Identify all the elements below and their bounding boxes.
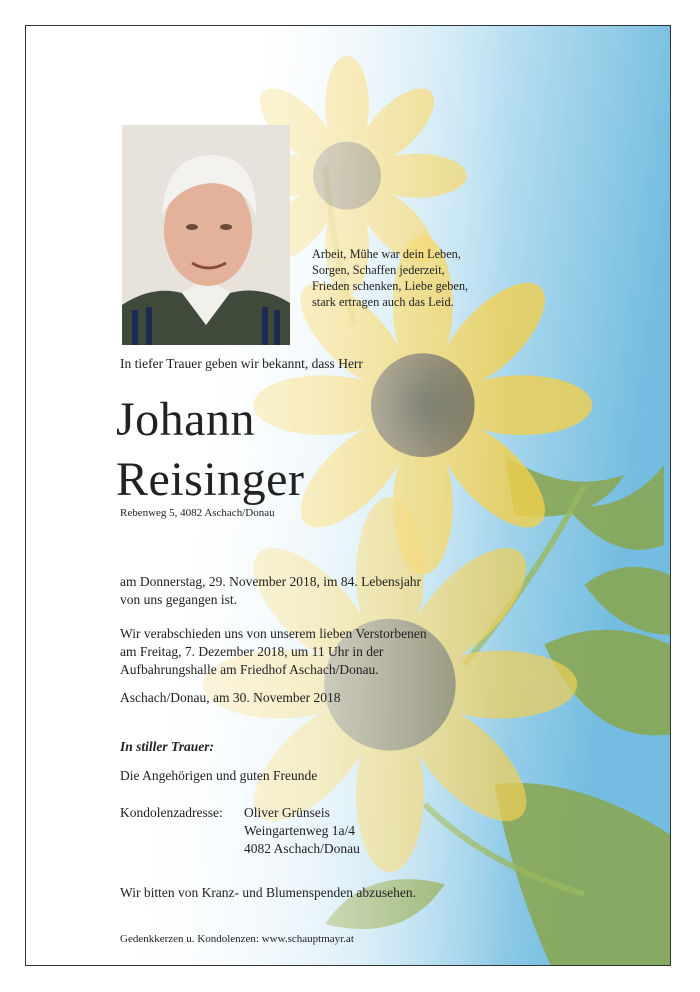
- text-line: Oliver Grünseis: [244, 805, 330, 820]
- portrait-icon: [122, 125, 290, 345]
- announcement-intro: In tiefer Trauer geben wir bekannt, dass Herr: [120, 356, 363, 371]
- mourners: Die Angehörigen und guten Freunde: [120, 768, 318, 783]
- farewell-notice: [120, 625, 427, 679]
- deceased-first-name: Johann: [116, 393, 255, 446]
- text-line: Weingartenweg 1a/4: [244, 823, 355, 838]
- text-line: am Freitag, 7. Dezember 2018, um 11 Uhr in der: [120, 644, 384, 659]
- text-line: Aufbahrungshalle am Friedhof Aschach/Donau.: [120, 662, 379, 677]
- deceased-address: Rebenweg 5, 4082 Aschach/Donau: [120, 507, 275, 519]
- mourning-heading: In stiller Trauer:: [120, 739, 215, 754]
- deceased-last-name: Reisinger: [116, 453, 305, 506]
- poem-line: Arbeit, Mühe war dein Leben,: [312, 247, 461, 261]
- text-line: Wir verabschieden uns von unserem lieben Verstorbenen: [120, 626, 427, 641]
- poem-line: Frieden schenken, Liebe geben,: [312, 279, 469, 293]
- condolence-address: [244, 804, 360, 858]
- poem-line: Sorgen, Schaffen jederzeit,: [312, 263, 445, 277]
- text-line: 4082 Aschach/Donau: [244, 841, 360, 856]
- condolence-label: Kondolenzadresse:: [120, 805, 223, 820]
- poem-line: stark ertragen auch das Leid.: [312, 295, 454, 309]
- text-line: am Donnerstag, 29. November 2018, im 84. Lebensjahr: [120, 574, 422, 589]
- text-line: von uns gegangen ist.: [120, 592, 237, 607]
- portrait-photo: [122, 125, 290, 345]
- flower-request: Wir bitten von Kranz- und Blumenspenden abzusehen.: [120, 885, 416, 900]
- footer-condolence-link[interactable]: Gedenkkerzen u. Kondolenzen: www.schauptmayr.at: [120, 933, 354, 945]
- poem: [312, 246, 468, 310]
- death-notice: [120, 573, 421, 609]
- obituary-card: [25, 25, 671, 966]
- place-date: Aschach/Donau, am 30. November 2018: [120, 690, 341, 705]
